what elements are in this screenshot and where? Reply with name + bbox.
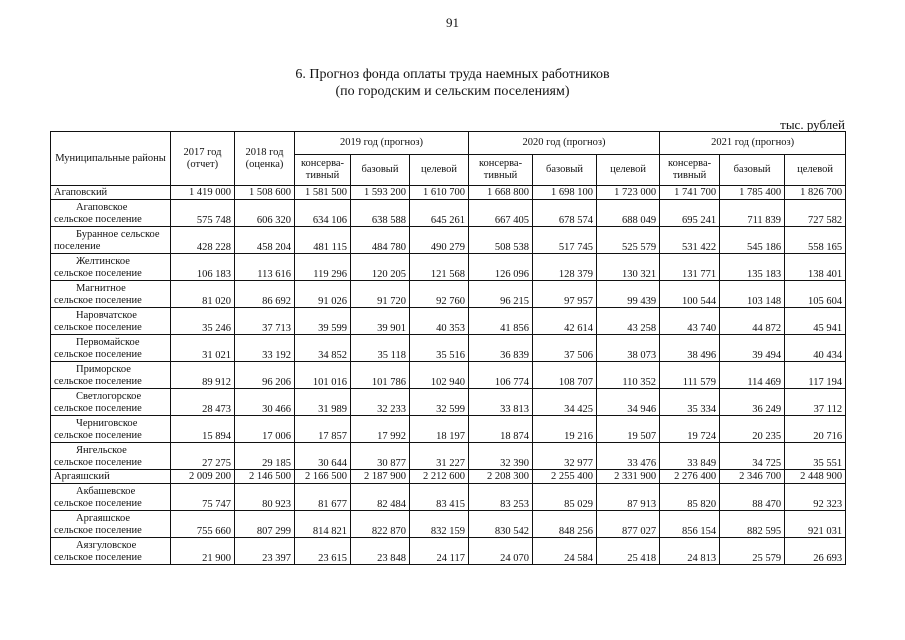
value-cell: 44 872 <box>720 308 785 335</box>
settlement-name <box>51 254 171 281</box>
value-cell: 108 707 <box>533 362 597 389</box>
value-cell: 83 415 <box>410 484 469 511</box>
value-cell: 83 253 <box>469 484 533 511</box>
value-cell: 106 183 <box>171 254 235 281</box>
settlement-name-line-1: Черниговское <box>76 418 138 429</box>
value-cell: 558 165 <box>785 227 846 254</box>
value-cell: 126 096 <box>469 254 533 281</box>
settlement-name-line-1: Буранное сельское <box>76 229 160 240</box>
district-row <box>51 470 846 484</box>
header-2019-base: базовый <box>351 155 410 186</box>
header-2020-target: целевой <box>597 155 660 186</box>
value-cell: 130 321 <box>597 254 660 281</box>
value-cell: 24 117 <box>410 538 469 565</box>
settlement-name-line-1: Агаповское <box>76 202 128 213</box>
settlement-name-line-2: сельское поселение <box>54 552 142 563</box>
title-line-2: (по городским и сельским поселениям) <box>335 84 570 99</box>
value-cell: 508 538 <box>469 227 533 254</box>
settlement-name-line-1: Аязгуловское <box>76 540 137 551</box>
value-cell: 87 913 <box>597 484 660 511</box>
value-cell: 19 216 <box>533 416 597 443</box>
header-2019-conservative: консерва-тивный <box>295 155 351 186</box>
value-cell: 688 049 <box>597 200 660 227</box>
value-cell: 92 760 <box>410 281 469 308</box>
value-cell: 2 208 300 <box>469 470 533 484</box>
value-cell: 131 771 <box>660 254 720 281</box>
table-header <box>51 132 846 186</box>
value-cell: 33 813 <box>469 389 533 416</box>
value-cell: 43 258 <box>597 308 660 335</box>
value-cell: 96 206 <box>235 362 295 389</box>
header-2020-conservative: консерва-тивный <box>469 155 533 186</box>
value-cell: 111 579 <box>660 362 720 389</box>
value-cell: 117 194 <box>785 362 846 389</box>
value-cell: 33 476 <box>597 443 660 470</box>
value-cell: 106 774 <box>469 362 533 389</box>
settlement-row <box>51 227 846 254</box>
value-cell: 23 848 <box>351 538 410 565</box>
settlement-name <box>51 511 171 538</box>
value-cell: 80 923 <box>235 484 295 511</box>
value-cell: 82 484 <box>351 484 410 511</box>
value-cell: 2 331 900 <box>597 470 660 484</box>
value-cell: 96 215 <box>469 281 533 308</box>
value-cell: 19 724 <box>660 416 720 443</box>
value-cell: 921 031 <box>785 511 846 538</box>
settlement-name-line-2: сельское поселение <box>54 376 142 387</box>
value-cell: 638 588 <box>351 200 410 227</box>
value-cell: 2 146 500 <box>235 470 295 484</box>
header-2021: 2021 год (прогноз) <box>660 132 846 155</box>
header-2020-base: базовый <box>533 155 597 186</box>
value-cell: 32 390 <box>469 443 533 470</box>
settlement-name-line-2: сельское поселение <box>54 322 142 333</box>
settlement-name-line-2: сельское поселение <box>54 498 142 509</box>
settlement-name-line-2: сельское поселение <box>54 295 142 306</box>
value-cell: 678 574 <box>533 200 597 227</box>
value-cell: 32 233 <box>351 389 410 416</box>
value-cell: 2 255 400 <box>533 470 597 484</box>
value-cell: 24 070 <box>469 538 533 565</box>
title-line-1: 6. Прогноз фонда оплаты труда наемных работников <box>295 67 610 82</box>
value-cell: 428 228 <box>171 227 235 254</box>
value-cell: 481 115 <box>295 227 351 254</box>
settlement-name-line-2: сельское поселение <box>54 214 142 225</box>
document-title <box>0 66 905 100</box>
value-cell: 138 401 <box>785 254 846 281</box>
settlement-name-line-1: Наровчатское <box>76 310 137 321</box>
settlement-row <box>51 511 846 538</box>
value-cell: 34 946 <box>597 389 660 416</box>
value-cell: 103 148 <box>720 281 785 308</box>
header-municipal-districts: Муниципальные районы <box>51 132 171 186</box>
value-cell: 490 279 <box>410 227 469 254</box>
settlement-name-line-1: Янгельское <box>76 445 127 456</box>
value-cell: 1 698 100 <box>533 186 597 200</box>
value-cell: 37 506 <box>533 335 597 362</box>
value-cell: 645 261 <box>410 200 469 227</box>
settlement-name-line-2: поселение <box>54 241 101 252</box>
settlement-row <box>51 389 846 416</box>
value-cell: 727 582 <box>785 200 846 227</box>
value-cell: 33 192 <box>235 335 295 362</box>
value-cell: 531 422 <box>660 227 720 254</box>
value-cell: 18 874 <box>469 416 533 443</box>
district-row <box>51 186 846 200</box>
value-cell: 575 748 <box>171 200 235 227</box>
value-cell: 18 197 <box>410 416 469 443</box>
value-cell: 1 593 200 <box>351 186 410 200</box>
value-cell: 2 212 600 <box>410 470 469 484</box>
value-cell: 19 507 <box>597 416 660 443</box>
settlement-name-line-2: сельское поселение <box>54 268 142 279</box>
value-cell: 89 912 <box>171 362 235 389</box>
settlement-row <box>51 281 846 308</box>
settlement-row <box>51 200 846 227</box>
district-name: Агаповский <box>51 186 171 200</box>
value-cell: 114 469 <box>720 362 785 389</box>
settlement-row <box>51 254 846 281</box>
settlement-name-line-1: Аргаяшское <box>76 513 130 524</box>
value-cell: 807 299 <box>235 511 295 538</box>
value-cell: 27 275 <box>171 443 235 470</box>
value-cell: 110 352 <box>597 362 660 389</box>
value-cell: 458 204 <box>235 227 295 254</box>
value-cell: 856 154 <box>660 511 720 538</box>
value-cell: 17 006 <box>235 416 295 443</box>
value-cell: 1 419 000 <box>171 186 235 200</box>
settlement-row <box>51 538 846 565</box>
value-cell: 81 020 <box>171 281 235 308</box>
value-cell: 32 977 <box>533 443 597 470</box>
value-cell: 517 745 <box>533 227 597 254</box>
header-2018: 2018 год (оценка) <box>235 132 295 186</box>
settlement-row <box>51 443 846 470</box>
value-cell: 1 741 700 <box>660 186 720 200</box>
value-cell: 128 379 <box>533 254 597 281</box>
value-cell: 81 677 <box>295 484 351 511</box>
settlement-name-line-2: сельское поселение <box>54 403 142 414</box>
value-cell: 97 957 <box>533 281 597 308</box>
value-cell: 34 425 <box>533 389 597 416</box>
settlement-name <box>51 416 171 443</box>
value-cell: 2 448 900 <box>785 470 846 484</box>
header-2020: 2020 год (прогноз) <box>469 132 660 155</box>
value-cell: 37 713 <box>235 308 295 335</box>
settlement-name-line-1: Первомайское <box>76 337 140 348</box>
settlement-name <box>51 200 171 227</box>
value-cell: 832 159 <box>410 511 469 538</box>
value-cell: 91 026 <box>295 281 351 308</box>
value-cell: 75 747 <box>171 484 235 511</box>
value-cell: 31 989 <box>295 389 351 416</box>
value-cell: 32 599 <box>410 389 469 416</box>
value-cell: 38 496 <box>660 335 720 362</box>
value-cell: 38 073 <box>597 335 660 362</box>
value-cell: 34 852 <box>295 335 351 362</box>
value-cell: 23 615 <box>295 538 351 565</box>
value-cell: 17 992 <box>351 416 410 443</box>
header-2021-base: базовый <box>720 155 785 186</box>
value-cell: 1 610 700 <box>410 186 469 200</box>
value-cell: 20 235 <box>720 416 785 443</box>
value-cell: 85 029 <box>533 484 597 511</box>
value-cell: 21 900 <box>171 538 235 565</box>
value-cell: 1 668 800 <box>469 186 533 200</box>
units-label: тыс. рублей <box>780 117 845 132</box>
value-cell: 1 508 600 <box>235 186 295 200</box>
value-cell: 88 470 <box>720 484 785 511</box>
value-cell: 877 027 <box>597 511 660 538</box>
value-cell: 105 604 <box>785 281 846 308</box>
settlement-name-line-1: Приморское <box>76 364 131 375</box>
value-cell: 135 183 <box>720 254 785 281</box>
value-cell: 33 849 <box>660 443 720 470</box>
value-cell: 814 821 <box>295 511 351 538</box>
value-cell: 26 693 <box>785 538 846 565</box>
value-cell: 40 353 <box>410 308 469 335</box>
value-cell: 2 187 900 <box>351 470 410 484</box>
value-cell: 634 106 <box>295 200 351 227</box>
header-2017: 2017 год (отчет) <box>171 132 235 186</box>
value-cell: 34 725 <box>720 443 785 470</box>
value-cell: 1 826 700 <box>785 186 846 200</box>
settlement-name-line-1: Акбашевское <box>76 486 136 497</box>
value-cell: 2 166 500 <box>295 470 351 484</box>
value-cell: 24 813 <box>660 538 720 565</box>
value-cell: 102 940 <box>410 362 469 389</box>
settlement-name-line-2: сельское поселение <box>54 525 142 536</box>
value-cell: 755 660 <box>171 511 235 538</box>
value-cell: 711 839 <box>720 200 785 227</box>
value-cell: 25 579 <box>720 538 785 565</box>
value-cell: 24 584 <box>533 538 597 565</box>
value-cell: 17 857 <box>295 416 351 443</box>
value-cell: 25 418 <box>597 538 660 565</box>
value-cell: 92 323 <box>785 484 846 511</box>
value-cell: 85 820 <box>660 484 720 511</box>
value-cell: 36 249 <box>720 389 785 416</box>
value-cell: 35 334 <box>660 389 720 416</box>
value-cell: 848 256 <box>533 511 597 538</box>
value-cell: 100 544 <box>660 281 720 308</box>
value-cell: 1 785 400 <box>720 186 785 200</box>
value-cell: 45 941 <box>785 308 846 335</box>
value-cell: 1 581 500 <box>295 186 351 200</box>
settlement-name <box>51 281 171 308</box>
value-cell: 822 870 <box>351 511 410 538</box>
value-cell: 2 276 400 <box>660 470 720 484</box>
settlement-row <box>51 335 846 362</box>
settlement-name-line-1: Светлогорское <box>76 391 142 402</box>
value-cell: 35 551 <box>785 443 846 470</box>
settlement-row <box>51 416 846 443</box>
value-cell: 31 021 <box>171 335 235 362</box>
settlement-name <box>51 443 171 470</box>
settlement-row <box>51 362 846 389</box>
settlement-name <box>51 308 171 335</box>
value-cell: 120 205 <box>351 254 410 281</box>
value-cell: 39 901 <box>351 308 410 335</box>
settlement-name <box>51 389 171 416</box>
value-cell: 545 186 <box>720 227 785 254</box>
value-cell: 86 692 <box>235 281 295 308</box>
value-cell: 15 894 <box>171 416 235 443</box>
value-cell: 43 740 <box>660 308 720 335</box>
value-cell: 2 009 200 <box>171 470 235 484</box>
value-cell: 39 599 <box>295 308 351 335</box>
value-cell: 23 397 <box>235 538 295 565</box>
district-name: Аргаяшский <box>51 470 171 484</box>
value-cell: 30 644 <box>295 443 351 470</box>
value-cell: 31 227 <box>410 443 469 470</box>
value-cell: 37 112 <box>785 389 846 416</box>
value-cell: 525 579 <box>597 227 660 254</box>
value-cell: 830 542 <box>469 511 533 538</box>
settlement-name <box>51 538 171 565</box>
value-cell: 101 786 <box>351 362 410 389</box>
value-cell: 99 439 <box>597 281 660 308</box>
settlement-name <box>51 335 171 362</box>
value-cell: 39 494 <box>720 335 785 362</box>
settlement-name-line-2: сельское поселение <box>54 457 142 468</box>
value-cell: 882 595 <box>720 511 785 538</box>
value-cell: 29 185 <box>235 443 295 470</box>
value-cell: 35 516 <box>410 335 469 362</box>
value-cell: 28 473 <box>171 389 235 416</box>
value-cell: 113 616 <box>235 254 295 281</box>
value-cell: 42 614 <box>533 308 597 335</box>
value-cell: 606 320 <box>235 200 295 227</box>
value-cell: 119 296 <box>295 254 351 281</box>
header-2019-target: целевой <box>410 155 469 186</box>
header-2019: 2019 год (прогноз) <box>295 132 469 155</box>
value-cell: 2 346 700 <box>720 470 785 484</box>
settlement-name <box>51 362 171 389</box>
value-cell: 35 118 <box>351 335 410 362</box>
header-2021-target: целевой <box>785 155 846 186</box>
value-cell: 101 016 <box>295 362 351 389</box>
settlement-name-line-2: сельское поселение <box>54 349 142 360</box>
table-body <box>51 186 846 565</box>
value-cell: 91 720 <box>351 281 410 308</box>
settlement-name-line-1: Желтинское <box>76 256 130 267</box>
settlement-row <box>51 308 846 335</box>
settlement-row <box>51 484 846 511</box>
value-cell: 30 877 <box>351 443 410 470</box>
value-cell: 667 405 <box>469 200 533 227</box>
header-2021-conservative: консерва-тивный <box>660 155 720 186</box>
value-cell: 36 839 <box>469 335 533 362</box>
page-number: 91 <box>446 15 459 30</box>
settlement-name <box>51 227 171 254</box>
value-cell: 35 246 <box>171 308 235 335</box>
value-cell: 695 241 <box>660 200 720 227</box>
settlement-name-line-1: Магнитное <box>76 283 126 294</box>
value-cell: 484 780 <box>351 227 410 254</box>
value-cell: 121 568 <box>410 254 469 281</box>
settlement-name <box>51 484 171 511</box>
value-cell: 1 723 000 <box>597 186 660 200</box>
payroll-forecast-table <box>50 131 846 565</box>
value-cell: 41 856 <box>469 308 533 335</box>
value-cell: 20 716 <box>785 416 846 443</box>
settlement-name-line-2: сельское поселение <box>54 430 142 441</box>
value-cell: 40 434 <box>785 335 846 362</box>
value-cell: 30 466 <box>235 389 295 416</box>
